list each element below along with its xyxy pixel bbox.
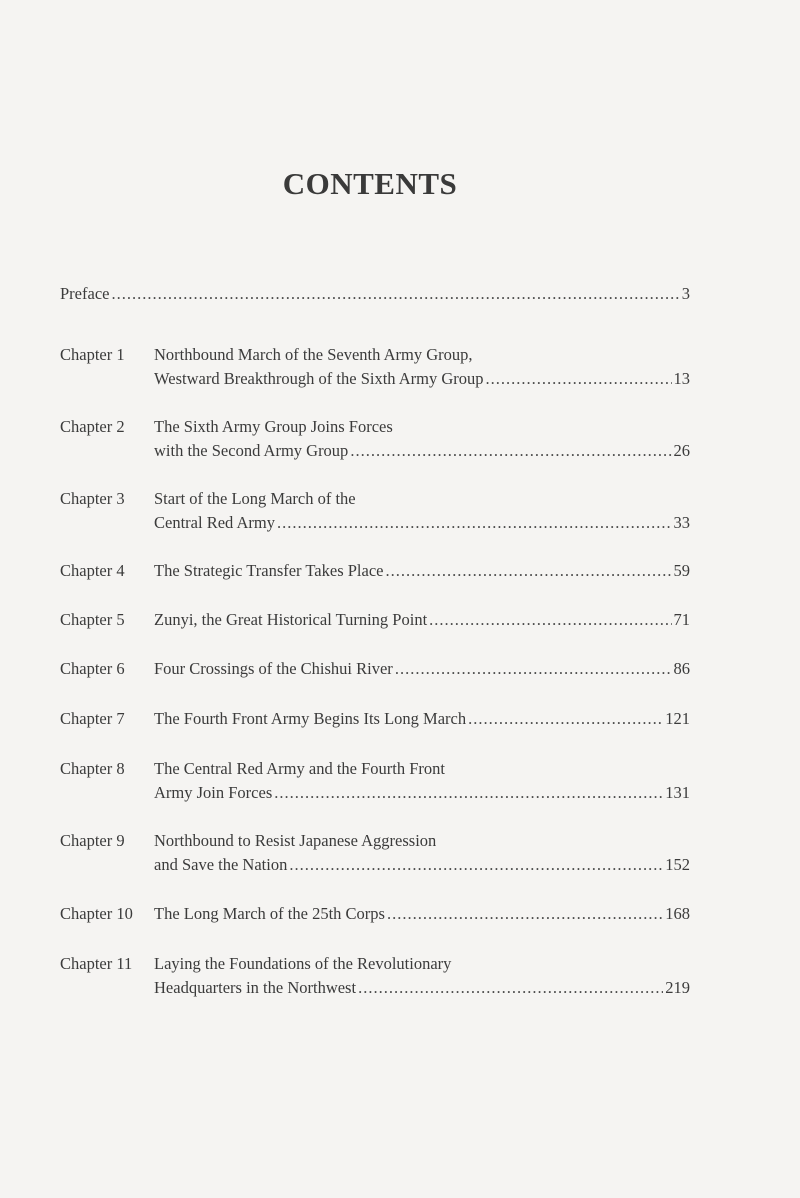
chapter-label: Chapter 1 — [60, 345, 125, 364]
page-title: CONTENTS — [282, 166, 458, 201]
toc-entry-chapter-5 — [60, 608, 690, 632]
toc-entry-title: Northbound March of the Seventh Army Group, — [154, 345, 473, 364]
toc-page-number: 121 — [665, 709, 690, 728]
toc-entry-title: Four Crossings of the Chishui River — [154, 659, 393, 678]
toc-page-number: 219 — [665, 978, 690, 997]
chapter-label: Chapter 8 — [60, 759, 125, 778]
toc-entry-title: and Save the Nation — [154, 855, 288, 874]
dot-leader — [277, 511, 672, 535]
toc-entry-title: Army Join Forces — [154, 783, 273, 802]
toc-entry-preface — [60, 282, 690, 306]
toc-entry-chapter-3 — [60, 487, 690, 535]
dot-leader — [111, 282, 679, 306]
toc-entry-title: Central Red Army — [154, 513, 275, 532]
toc-entry-chapter-2 — [60, 415, 690, 463]
dot-leader — [429, 608, 671, 632]
toc-entry-chapter-8 — [60, 757, 690, 805]
toc-entry-title: The Strategic Transfer Takes Place — [154, 561, 384, 580]
toc-entry-title: with the Second Army Group — [154, 441, 349, 460]
toc-page-number: 59 — [673, 561, 690, 580]
toc-page-number: 131 — [665, 783, 690, 802]
toc-entry-title: Headquarters in the Northwest — [154, 978, 357, 997]
dot-leader — [387, 902, 663, 926]
toc-entry-title: Northbound to Resist Japanese Aggression — [154, 831, 437, 850]
chapter-label: Chapter 5 — [60, 610, 125, 629]
toc-entry-title: The Long March of the 25th Corps — [154, 904, 385, 923]
toc-page-number: 33 — [673, 513, 690, 532]
toc-entry-chapter-7 — [60, 707, 690, 731]
toc-entry-chapter-4 — [60, 559, 690, 583]
dot-leader — [358, 976, 663, 1000]
toc-entry-chapter-10 — [60, 902, 690, 926]
toc-entry-chapter-1 — [60, 343, 690, 391]
dot-leader — [385, 559, 671, 583]
toc-entry-title: Westward Breakthrough of the Sixth Army Group — [154, 369, 484, 388]
dot-leader — [289, 853, 663, 877]
toc-page-number: 26 — [673, 441, 690, 460]
toc-entry-title: The Central Red Army and the Fourth Front — [154, 759, 445, 778]
chapter-label: Chapter 6 — [60, 659, 125, 678]
dot-leader — [486, 367, 672, 391]
toc-entry-chapter-9 — [60, 829, 690, 877]
toc-entry-chapter-11 — [60, 952, 690, 1000]
dot-leader — [468, 707, 663, 731]
chapter-label: Chapter 10 — [60, 904, 133, 923]
dot-leader — [274, 781, 663, 805]
toc-entry-title: Start of the Long March of the — [154, 489, 356, 508]
dot-leader — [395, 657, 672, 681]
chapter-label: Chapter 4 — [60, 561, 125, 580]
toc-page-number: 152 — [665, 855, 690, 874]
toc-page-number: 168 — [665, 904, 690, 923]
toc-page-number: 13 — [673, 369, 690, 388]
chapter-label: Chapter 3 — [60, 489, 125, 508]
toc-entry-title: The Sixth Army Group Joins Forces — [154, 417, 393, 436]
chapter-label: Chapter 7 — [60, 709, 125, 728]
toc-entry-title: Zunyi, the Great Historical Turning Point — [154, 610, 428, 629]
chapter-label: Chapter 2 — [60, 417, 125, 436]
toc-entry-title: Preface — [60, 284, 110, 303]
toc-entry-chapter-6 — [60, 657, 690, 681]
chapter-label: Chapter 11 — [60, 954, 133, 973]
dot-leader — [350, 439, 671, 463]
toc-entry-title: Laying the Foundations of the Revolutionary — [154, 954, 452, 973]
toc-page-number: 86 — [673, 659, 690, 678]
toc-entry-title: The Fourth Front Army Begins Its Long March — [154, 709, 467, 728]
toc-page-number: 71 — [673, 610, 690, 629]
table-of-contents — [60, 282, 690, 1000]
toc-page-number: 3 — [681, 284, 690, 303]
chapter-label: Chapter 9 — [60, 831, 125, 850]
